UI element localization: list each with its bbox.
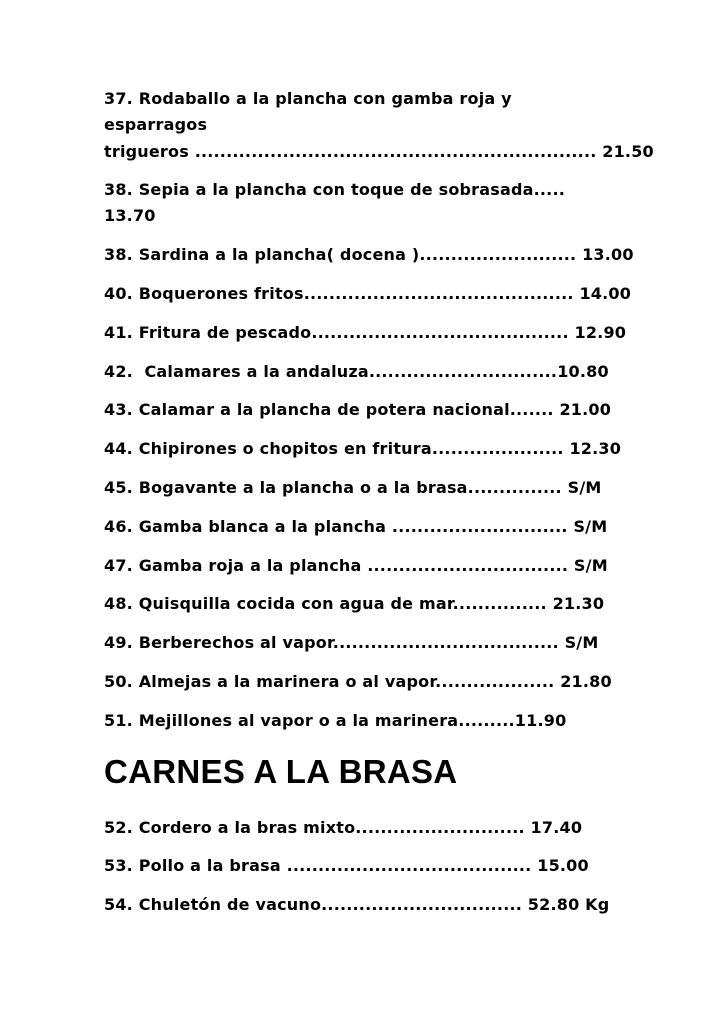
menu-item-37-line3: trigueros ................................................................ 21.50 [104,142,654,161]
menu-item-51: 51. Mejillones al vapor o a la marinera.........11.90 [104,711,567,730]
menu-item-38-sardina: 38. Sardina a la plancha( docena )......................... 13.00 [104,245,634,264]
menu-item-38-sepia-line2: 13.70 [104,206,156,225]
menu-item-40: 40. Boquerones fritos........................................... 14.00 [104,284,632,303]
menu-item-45: 45. Bogavante a la plancha o a la brasa............... S/M [104,478,602,497]
menu-item-37-line1: 37. Rodaballo a la plancha con gamba roja y [104,89,512,108]
section-title: CARNES A LA BRASA [104,753,458,790]
menu-item-54: 54. Chuletón de vacuno................................ 52.80 Kg [104,895,610,914]
menu-item-46: 46. Gamba blanca a la plancha ............................ S/M [104,517,608,536]
menu-item-38-sepia-line1: 38. Sepia a la plancha con toque de sobrasada..... [104,180,566,199]
menu-item-48: 48. Quisquilla cocida con agua de mar............... 21.30 [104,594,605,613]
menu-item-53: 53. Pollo a la brasa ....................................... 15.00 [104,856,589,875]
menu-item-43: 43. Calamar a la plancha de potera nacional....... 21.00 [104,400,612,419]
menu-item-42: 42. Calamares a la andaluza..............................10.80 [104,362,609,381]
menu-item-47: 47. Gamba roja a la plancha ................................ S/M [104,556,608,575]
menu-item-52: 52. Cordero a la bras mixto........................... 17.40 [104,818,583,837]
menu-item-44: 44. Chipirones o chopitos en fritura..................... 12.30 [104,439,622,458]
menu-item-49: 49. Berberechos al vapor.................................... S/M [104,633,599,652]
menu-item-37-line2: esparragos [104,115,208,134]
menu-item-41: 41. Fritura de pescado......................................... 12.90 [104,323,627,342]
menu-item-50: 50. Almejas a la marinera o al vapor................... 21.80 [104,672,612,691]
